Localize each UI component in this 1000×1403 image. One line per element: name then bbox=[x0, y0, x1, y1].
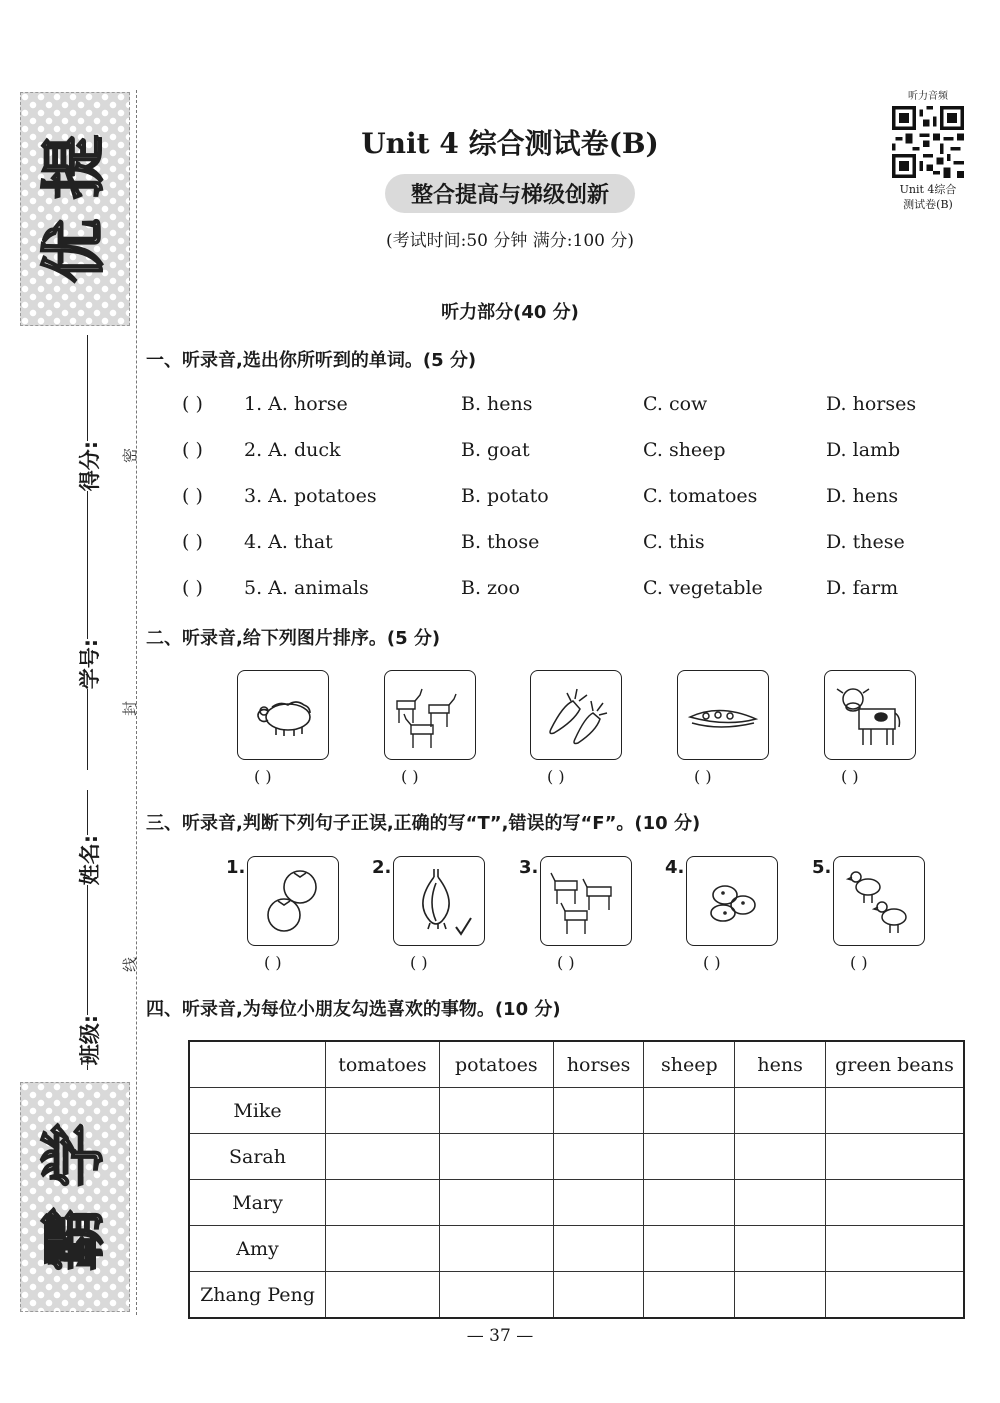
hens-icon bbox=[834, 857, 924, 945]
score-field-label[interactable]: 得分: bbox=[59, 441, 119, 491]
section4-title: 四、听录音,为每位小朋友勾选喜欢的事物。(10 分) bbox=[146, 999, 561, 1020]
top-badge bbox=[20, 92, 130, 326]
onion-icon bbox=[394, 857, 484, 945]
option-c: C. tomatoes bbox=[643, 485, 758, 507]
check-cell[interactable] bbox=[735, 1272, 826, 1319]
check-cell[interactable] bbox=[553, 1272, 644, 1319]
item-number: 4. bbox=[665, 857, 685, 878]
goats-picture bbox=[384, 670, 476, 760]
check-cell[interactable] bbox=[735, 1180, 826, 1226]
option-c: C. this bbox=[643, 531, 705, 553]
section1-title: 一、听录音,选出你所听到的单词。(5 分) bbox=[146, 350, 477, 371]
column-header: tomatoes bbox=[326, 1041, 440, 1088]
check-cell[interactable] bbox=[553, 1180, 644, 1226]
check-cell[interactable] bbox=[644, 1088, 735, 1134]
page-title: Unit 4 综合测试卷(B) bbox=[361, 127, 659, 160]
check-cell[interactable] bbox=[735, 1226, 826, 1272]
qr-top-label: 听力音频 bbox=[908, 91, 948, 102]
check-cell[interactable] bbox=[553, 1088, 644, 1134]
seal-char-xian: 线 bbox=[121, 956, 140, 973]
table-row bbox=[189, 1272, 964, 1319]
table-corner bbox=[189, 1041, 326, 1088]
check-cell[interactable] bbox=[439, 1134, 553, 1180]
badge-char: 霸 bbox=[38, 1207, 112, 1271]
name-field-label[interactable]: 姓名: bbox=[59, 835, 119, 885]
row-name: Sarah bbox=[189, 1134, 326, 1180]
check-cell[interactable] bbox=[825, 1088, 964, 1134]
check-cell[interactable] bbox=[644, 1134, 735, 1180]
tomatoes-picture bbox=[247, 856, 339, 946]
sheep-picture bbox=[237, 670, 329, 760]
table-row bbox=[189, 1180, 964, 1226]
row-name: Mike bbox=[189, 1088, 326, 1134]
subtitle-badge: 整合提高与梯级创新 bbox=[385, 174, 635, 213]
check-cell[interactable] bbox=[326, 1180, 440, 1226]
potatoes-icon bbox=[687, 857, 777, 945]
horses-icon bbox=[541, 857, 631, 945]
check-cell[interactable] bbox=[644, 1272, 735, 1319]
qr-code-block[interactable] bbox=[884, 90, 972, 212]
item-number: 3. bbox=[519, 857, 539, 878]
check-cell[interactable] bbox=[735, 1134, 826, 1180]
badge-char: 优 bbox=[38, 219, 112, 283]
answer-bracket[interactable]: ( ) bbox=[182, 531, 203, 553]
question-row bbox=[182, 439, 972, 469]
column-header: potatoes bbox=[439, 1041, 553, 1088]
check-cell[interactable] bbox=[644, 1180, 735, 1226]
check-cell[interactable] bbox=[825, 1226, 964, 1272]
qr-caption-line2: 测试卷(B) bbox=[903, 198, 953, 211]
table-row bbox=[189, 1226, 964, 1272]
goats-icon bbox=[385, 671, 475, 759]
row-name: Zhang Peng bbox=[189, 1272, 326, 1319]
option-c: C. sheep bbox=[643, 439, 726, 461]
answer-paren[interactable]: ( ) bbox=[264, 953, 282, 972]
column-header: horses bbox=[553, 1041, 644, 1088]
bottom-badge bbox=[20, 1082, 130, 1312]
exam-info: (考试时间:50 分钟 满分:100 分) bbox=[385, 231, 634, 251]
check-cell[interactable] bbox=[825, 1134, 964, 1180]
student-number-field-label[interactable]: 学号: bbox=[59, 639, 119, 689]
question-row bbox=[182, 531, 972, 561]
option-b: B. goat bbox=[461, 439, 530, 461]
option-b: B. hens bbox=[461, 393, 533, 415]
option-d: D. these bbox=[826, 531, 905, 553]
seal-char-feng: 封 bbox=[121, 700, 140, 717]
page-number: — 37 — bbox=[466, 1326, 534, 1346]
option-d: D. horses bbox=[826, 393, 917, 415]
field-line bbox=[87, 335, 88, 770]
answer-paren[interactable]: ( ) bbox=[850, 953, 868, 972]
table-row bbox=[189, 1088, 964, 1134]
answer-paren[interactable]: ( ) bbox=[841, 767, 859, 786]
option-c: C. vegetable bbox=[643, 577, 763, 599]
table-header-row bbox=[189, 1041, 964, 1088]
question-row bbox=[182, 485, 972, 515]
green-beans-picture bbox=[677, 670, 769, 760]
check-cell[interactable] bbox=[326, 1134, 440, 1180]
carrots-picture bbox=[530, 670, 622, 760]
answer-paren[interactable]: ( ) bbox=[254, 767, 272, 786]
item-number: 1. bbox=[226, 857, 246, 878]
answer-bracket[interactable]: ( ) bbox=[182, 439, 203, 461]
answer-paren[interactable]: ( ) bbox=[557, 953, 575, 972]
qr-code-icon[interactable] bbox=[892, 106, 964, 178]
option-c: C. cow bbox=[643, 393, 708, 415]
answer-bracket[interactable]: ( ) bbox=[182, 577, 203, 599]
check-cell[interactable] bbox=[735, 1088, 826, 1134]
check-cell[interactable] bbox=[553, 1134, 644, 1180]
qr-caption-line1: Unit 4综合 bbox=[899, 183, 957, 196]
option-a: 2. A. duck bbox=[244, 439, 341, 461]
green-beans-icon bbox=[678, 671, 768, 759]
answer-paren[interactable]: ( ) bbox=[410, 953, 428, 972]
column-header: hens bbox=[735, 1041, 826, 1088]
section3-title: 三、听录音,判断下列句子正误,正确的写“T”,错误的写“F”。(10 分) bbox=[146, 813, 701, 834]
option-d: D. lamb bbox=[826, 439, 901, 461]
question-row bbox=[182, 577, 972, 607]
option-b: B. those bbox=[461, 531, 540, 553]
check-cell[interactable] bbox=[439, 1272, 553, 1319]
section2-title: 二、听录音,给下列图片排序。(5 分) bbox=[146, 628, 441, 649]
cow-icon bbox=[825, 671, 915, 759]
hens-picture bbox=[833, 856, 925, 946]
answer-bracket[interactable]: ( ) bbox=[182, 393, 203, 415]
answer-paren[interactable]: ( ) bbox=[703, 953, 721, 972]
cow-picture bbox=[824, 670, 916, 760]
option-d: D. farm bbox=[826, 577, 899, 599]
table-row bbox=[189, 1134, 964, 1180]
option-b: B. zoo bbox=[461, 577, 520, 599]
option-d: D. hens bbox=[826, 485, 899, 507]
horses-picture bbox=[540, 856, 632, 946]
option-a: 5. A. animals bbox=[244, 577, 369, 599]
check-cell[interactable] bbox=[439, 1226, 553, 1272]
option-a: 1. A. horse bbox=[244, 393, 348, 415]
potatoes-picture bbox=[686, 856, 778, 946]
check-cell[interactable] bbox=[825, 1272, 964, 1319]
row-name: Mary bbox=[189, 1180, 326, 1226]
column-header: green beans bbox=[825, 1041, 964, 1088]
check-cell[interactable] bbox=[439, 1180, 553, 1226]
column-header: sheep bbox=[644, 1041, 735, 1088]
item-number: 5. bbox=[812, 857, 832, 878]
class-field-label[interactable]: 班级: bbox=[59, 1015, 119, 1065]
option-a: 3. A. potatoes bbox=[244, 485, 377, 507]
answer-paren[interactable]: ( ) bbox=[547, 767, 565, 786]
carrots-icon bbox=[531, 671, 621, 759]
option-b: B. potato bbox=[461, 485, 549, 507]
question-row bbox=[182, 393, 972, 423]
option-a: 4. A. that bbox=[244, 531, 333, 553]
seal-char-mi: 密 bbox=[121, 447, 140, 464]
badge-char: 提 bbox=[38, 135, 112, 199]
answer-paren[interactable]: ( ) bbox=[401, 767, 419, 786]
badge-char: 学 bbox=[38, 1123, 112, 1187]
onion-picture bbox=[393, 856, 485, 946]
check-cell[interactable] bbox=[439, 1088, 553, 1134]
tomatoes-icon bbox=[248, 857, 338, 945]
item-number: 2. bbox=[372, 857, 392, 878]
preference-table bbox=[188, 1040, 965, 1319]
answer-bracket[interactable]: ( ) bbox=[182, 485, 203, 507]
row-name: Amy bbox=[189, 1226, 326, 1272]
sheep-icon bbox=[238, 671, 328, 759]
check-cell[interactable] bbox=[553, 1226, 644, 1272]
check-cell[interactable] bbox=[825, 1180, 964, 1226]
check-cell[interactable] bbox=[326, 1272, 440, 1319]
answer-paren[interactable]: ( ) bbox=[694, 767, 712, 786]
check-cell[interactable] bbox=[326, 1226, 440, 1272]
check-cell[interactable] bbox=[644, 1226, 735, 1272]
listening-part-title: 听力部分(40 分) bbox=[441, 302, 579, 323]
check-cell[interactable] bbox=[326, 1088, 440, 1134]
